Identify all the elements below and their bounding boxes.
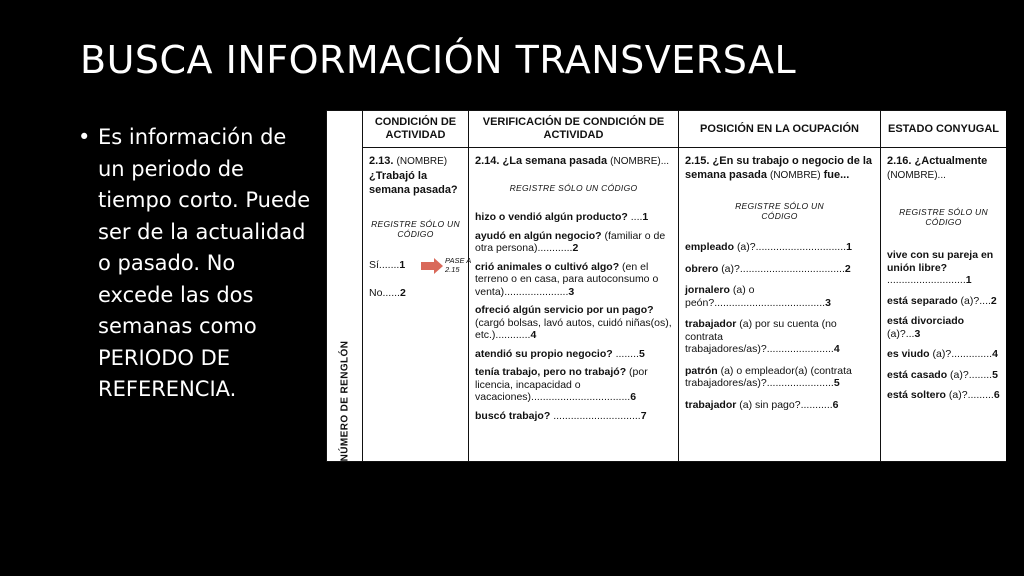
answer-code: 6 bbox=[630, 391, 637, 403]
answer-code: 6 bbox=[993, 389, 1000, 401]
answer-code: 2 bbox=[572, 242, 579, 254]
bullet-marker: • bbox=[78, 125, 91, 149]
row-number-column bbox=[327, 111, 363, 462]
questionnaire-form-image bbox=[324, 108, 1008, 464]
answer-code: 1 bbox=[846, 241, 852, 253]
answer-option: crió animales o cultivó algo? (en el terreno o en casa, para autoconsumo o venta)......................3 bbox=[475, 260, 659, 298]
header-condicion-actividad: CONDICIÓN DE ACTIVIDAD bbox=[363, 111, 469, 148]
question-2-14-options bbox=[475, 211, 672, 422]
answer-option: está separado (a)?....2 bbox=[887, 294, 997, 307]
bullet-item bbox=[78, 122, 314, 406]
question-2-13-heading bbox=[369, 154, 462, 197]
question-2-13 bbox=[363, 148, 469, 462]
bullet-text: Es información de un periodo de tiempo corto. Puede ser de la actualidad o pasado. No excede las dos semanas como PERIODO DE REFERENCIA. bbox=[98, 125, 311, 401]
question-2-14-heading: 2.14. ¿La semana pasada (NOMBRE)... bbox=[475, 155, 670, 167]
header-estado-conyugal: ESTADO CONYUGAL bbox=[881, 111, 1007, 148]
answer-code: 1 bbox=[965, 274, 972, 286]
question-number: 2.13. bbox=[369, 155, 394, 167]
answer-option: buscó trabajo? ..............................7 bbox=[475, 409, 647, 422]
header-row bbox=[327, 111, 1007, 148]
question-2-15 bbox=[679, 148, 881, 462]
row-number-label: NÚMERO DE RENGLÓN bbox=[339, 340, 350, 462]
answer-option: vive con su pareja en unión libre? ...........................1 bbox=[887, 249, 994, 286]
question-2-16 bbox=[881, 148, 1007, 462]
answer-code: 3 bbox=[914, 327, 921, 340]
header-posicion: POSICIÓN EN LA OCUPACIÓN bbox=[679, 111, 881, 148]
answer-option: atendió su propio negocio? ........5 bbox=[475, 347, 645, 360]
answer-code: 4 bbox=[992, 348, 998, 360]
pase-arrow-icon bbox=[421, 262, 435, 270]
answer-code: 4 bbox=[530, 329, 537, 341]
registre-instruction: REGISTRE SÓLO UN CÓDIGO bbox=[735, 201, 824, 221]
answer-option: jornalero (a) o peón?......................................3 bbox=[685, 284, 831, 309]
question-2-15-heading: 2.15. ¿En su trabajo o negocio de la semana pasada (NOMBRE) fue... bbox=[685, 155, 873, 181]
question-text: ¿Trabajó la semana pasada? bbox=[369, 170, 458, 196]
answer-code: 7 bbox=[640, 409, 647, 422]
answer-option: obrero (a)?....................................2 bbox=[685, 262, 851, 275]
answer-option: está casado (a)?........5 bbox=[887, 368, 998, 381]
answer-option: es viudo (a)?..............4 bbox=[887, 348, 998, 360]
answer-code: 4 bbox=[833, 343, 840, 355]
body-row bbox=[327, 148, 1007, 462]
answer-option: tenía trabajo, pero no trabajó? (por licencia, incapacidad o vacaciones)..................................6 bbox=[475, 366, 648, 403]
answer-option: empleado (a)?...............................1 bbox=[685, 241, 852, 253]
registre-instruction: REGISTRE SÓLO UN CÓDIGO bbox=[371, 219, 460, 239]
header-verificacion: VERIFICACIÓN DE CONDICIÓN DE ACTIVIDAD bbox=[469, 111, 679, 148]
answer-option: patrón (a) o empleador(a) (contrata trabajadores/as)?.......................5 bbox=[685, 364, 852, 389]
option-si: Sí.......1 bbox=[369, 259, 406, 271]
answer-code: 5 bbox=[638, 347, 645, 360]
pase-label: PASE A 2.15 bbox=[445, 256, 471, 274]
question-2-14 bbox=[469, 148, 679, 462]
answer-code: 2 bbox=[990, 294, 997, 307]
answer-code: 1 bbox=[642, 211, 649, 223]
answer-code: 6 bbox=[832, 398, 839, 411]
answer-code: 3 bbox=[825, 296, 831, 309]
nombre-placeholder: (NOMBRE) bbox=[396, 156, 448, 167]
answer-option: hizo o vendió algún producto? ....1 bbox=[475, 211, 649, 223]
slide-title: BUSCA INFORMACIÓN TRANSVERSAL bbox=[80, 38, 797, 82]
question-2-15-options bbox=[685, 241, 874, 411]
answer-code: 5 bbox=[833, 377, 840, 389]
answer-option: trabajador (a) por su cuenta (no contrata trabajadores/as)?.......................4 bbox=[685, 318, 840, 355]
answer-option: ofreció algún servicio por un pago? (cargó bolsas, lavó autos, cuidó niñas(os), etc.)............4 bbox=[475, 304, 672, 341]
question-2-16-heading: 2.16. ¿Actualmente (NOMBRE)... bbox=[887, 155, 988, 181]
answer-code: 2 bbox=[844, 262, 851, 275]
answer-option: ayudó en algún negocio? (familiar o de otra persona)............2 bbox=[475, 229, 666, 254]
answer-option: trabajador (a) sin pago?...........6 bbox=[685, 398, 839, 411]
questionnaire-table bbox=[326, 110, 1007, 462]
registre-instruction: REGISTRE SÓLO UN CÓDIGO bbox=[509, 183, 638, 193]
option-no: No......2 bbox=[369, 287, 406, 299]
answer-code: 5 bbox=[992, 368, 998, 381]
answer-option: está divorciado (a)?...3 bbox=[887, 315, 965, 340]
question-2-16-options bbox=[887, 249, 1000, 402]
answer-code: 3 bbox=[568, 285, 575, 298]
arrow-head-icon bbox=[434, 258, 443, 274]
registre-instruction: REGISTRE SÓLO UN CÓDIGO bbox=[899, 207, 988, 227]
option-si-row bbox=[369, 256, 471, 287]
answer-option: está soltero (a)?.........6 bbox=[887, 389, 1000, 401]
